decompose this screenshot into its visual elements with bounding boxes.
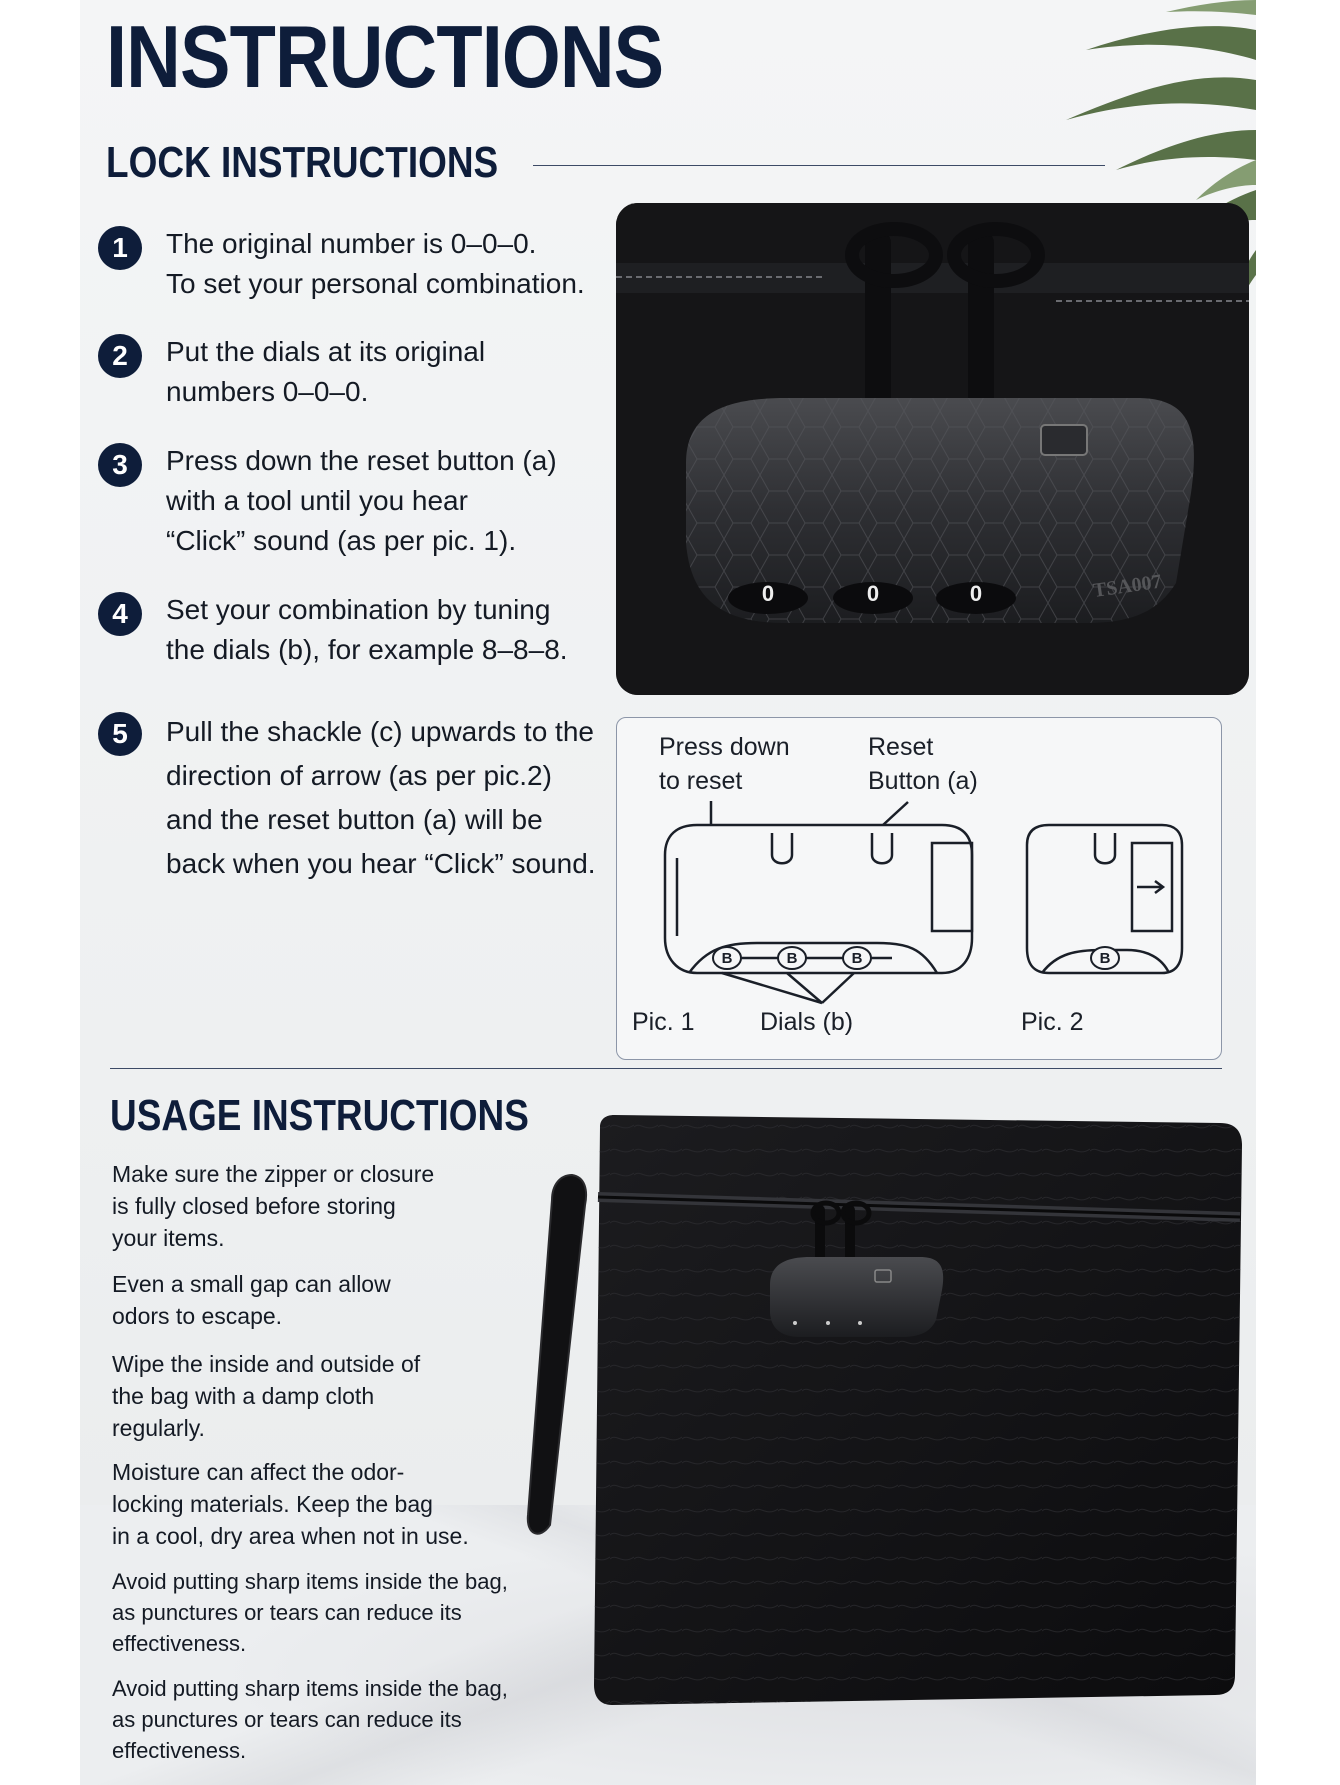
dial-letter: B bbox=[851, 950, 863, 967]
page-title: INSTRUCTIONS bbox=[106, 7, 664, 106]
press-down-label: Press down to reset bbox=[659, 733, 790, 795]
tsa-model-label: TSA007 bbox=[1091, 570, 1163, 602]
lock-schematic bbox=[617, 718, 1221, 1059]
step-text: Put the dials at its original numbers 0–0–0. bbox=[166, 336, 486, 407]
usage-paragraph: Make sure the zipper or closure is fully closed before storing your items. bbox=[112, 1161, 435, 1251]
lock-closeup-photo bbox=[616, 203, 1249, 695]
combination-lock-image bbox=[616, 203, 1249, 695]
smell-proof-bag-image bbox=[490, 1115, 1250, 1745]
usage-paragraph: Moisture can affect the odor- locking materials. Keep the bag in a cool, dry area when not in use. bbox=[112, 1459, 469, 1549]
step-number: 1 bbox=[98, 226, 142, 270]
usage-paragraph: Avoid putting sharp items inside the bag, as punctures or tears can reduce its effectiveness. bbox=[112, 1569, 508, 1656]
pic1-label: Pic. 1 bbox=[632, 1008, 695, 1036]
step-number: 2 bbox=[98, 334, 142, 378]
dial-letter: B bbox=[1099, 950, 1111, 967]
dial-digit: 0 bbox=[969, 581, 983, 606]
dial-digit: 0 bbox=[761, 581, 775, 606]
lock-instructions-heading: LOCK INSTRUCTIONS bbox=[106, 138, 499, 187]
step-text: Press down the reset button (a) with a tool until you hear “Click” sound (as per pic. 1). bbox=[166, 445, 557, 556]
heading-rule bbox=[533, 165, 1105, 166]
reset-button-label: Reset Button (a) bbox=[868, 733, 978, 795]
step-text: Set your combination by tuning the dials (b), for example 8–8–8. bbox=[166, 594, 568, 665]
usage-paragraph: Avoid putting sharp items inside the bag, as punctures or tears can reduce its effectiveness. bbox=[112, 1676, 508, 1763]
usage-paragraph: Wipe the inside and outside of the bag with a damp cloth regularly. bbox=[112, 1351, 421, 1441]
dial-letter: B bbox=[721, 950, 733, 967]
dial-digit: 0 bbox=[866, 581, 880, 606]
instructions-page bbox=[80, 0, 1256, 1785]
lock-diagram bbox=[616, 717, 1222, 1060]
step-number: 3 bbox=[98, 443, 142, 487]
step-text: Pull the shackle (c) upwards to the direction of arrow (as per pic.2) and the reset button (a) will be back when you hear “Click” sound. bbox=[166, 716, 596, 879]
step-number: 5 bbox=[98, 712, 142, 756]
dials-label: Dials (b) bbox=[760, 1008, 854, 1036]
dial-letter: B bbox=[786, 950, 798, 967]
step-text: The original number is 0–0–0. To set your personal combination. bbox=[166, 228, 585, 299]
step-number: 4 bbox=[98, 592, 142, 636]
section-divider bbox=[110, 1068, 1222, 1069]
usage-instructions-heading: USAGE INSTRUCTIONS bbox=[110, 1091, 529, 1140]
pic2-label: Pic. 2 bbox=[1021, 1008, 1084, 1036]
usage-paragraph: Even a small gap can allow odors to escape. bbox=[112, 1271, 391, 1329]
